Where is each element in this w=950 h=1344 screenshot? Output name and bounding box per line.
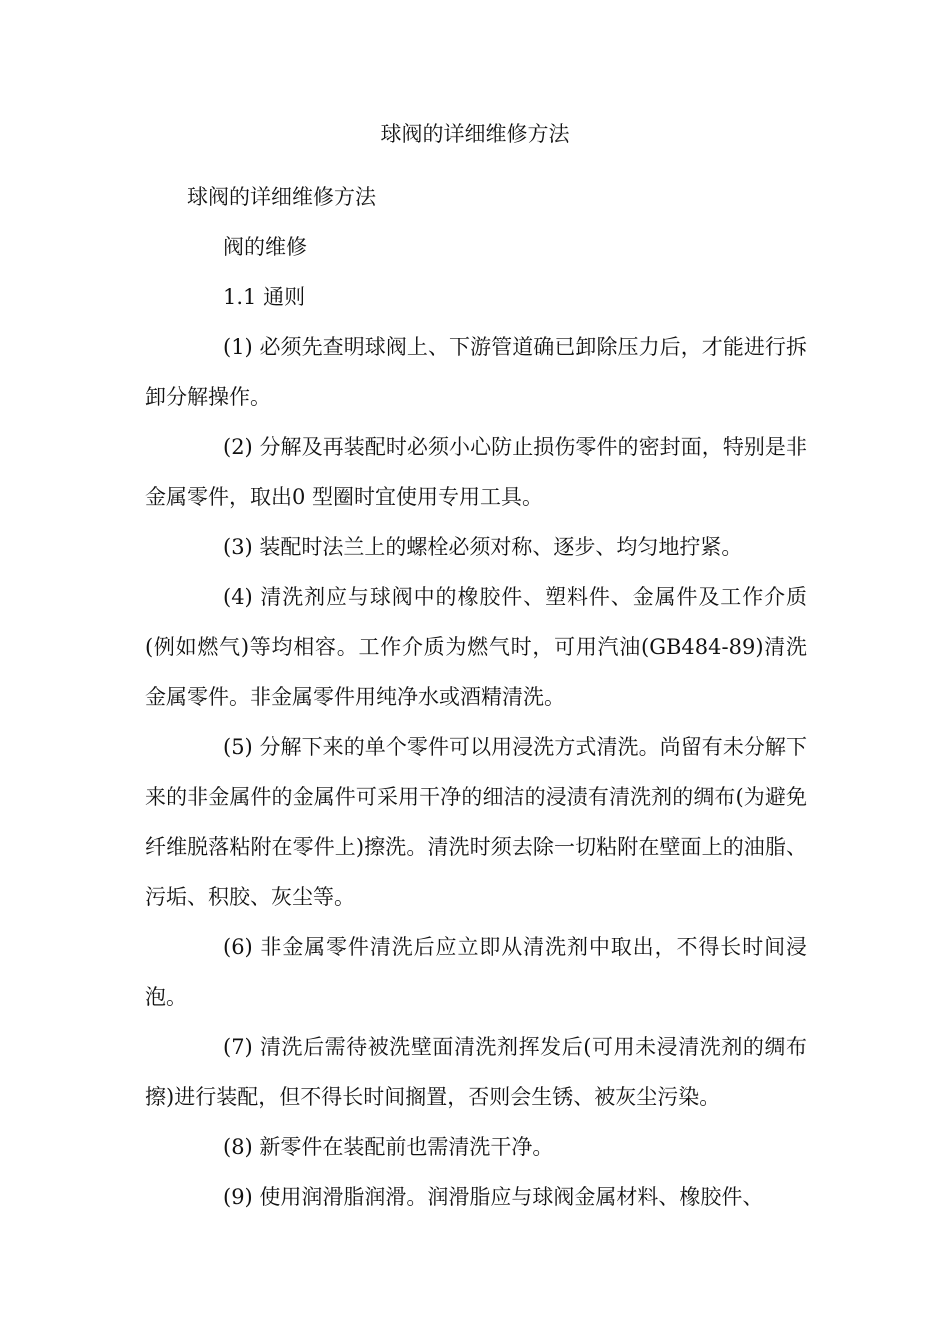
document-body xyxy=(145,172,807,1222)
paragraph-item-2: (2) 分解及再装配时必须小心防止损伤零件的密封面，特别是非金属零件，取出0 型圈时宜使用专用工具。 xyxy=(145,435,807,509)
subtitle-paragraph: 球阀的详细维修方法 xyxy=(187,185,376,209)
paragraph-item-6: (6) 非金属零件清洗后应立即从清洗剂中取出，不得长时间浸泡。 xyxy=(145,935,807,1009)
paragraph-item-5: (5) 分解下来的单个零件可以用浸洗方式清洗。尚留有未分解下来的非金属件的金属件可采用干净的细洁的浸渍有清洗剂的绸布(为避免纤维脱落粘附在零件上)擦洗。清洗时须去除一切粘附在壁面上的油脂、污垢、积胶、灰尘等。 xyxy=(145,735,807,909)
paragraph-item-1: (1) 必须先查明球阀上、下游管道确已卸除压力后，才能进行拆卸分解操作。 xyxy=(145,335,807,409)
section-heading: 阀的维修 xyxy=(223,235,307,259)
paragraph-item-3: (3) 装配时法兰上的螺栓必须对称、逐步、均匀地拧紧。 xyxy=(223,535,743,559)
subsection-heading: 1.1 通则 xyxy=(223,285,306,309)
paragraph-item-9: (9) 使用润滑脂润滑。润滑脂应与球阀金属材料、橡胶件、 xyxy=(223,1185,764,1209)
paragraph-item-7: (7) 清洗后需待被洗壁面清洗剂挥发后(可用未浸清洗剂的绸布擦)进行装配，但不得长时间搁置，否则会生锈、被灰尘污染。 xyxy=(145,1035,807,1109)
paragraph-item-8: (8) 新零件在装配前也需清洗干净。 xyxy=(223,1135,554,1159)
document-title: 球阀的详细维修方法 xyxy=(380,122,570,146)
paragraph-item-4: (4) 清洗剂应与球阀中的橡胶件、塑料件、金属件及工作介质(例如燃气)等均相容。工作介质为燃气时，可用汽油(GB484-89)清洗金属零件。非金属零件用纯净水或酒精清洗。 xyxy=(145,585,807,709)
